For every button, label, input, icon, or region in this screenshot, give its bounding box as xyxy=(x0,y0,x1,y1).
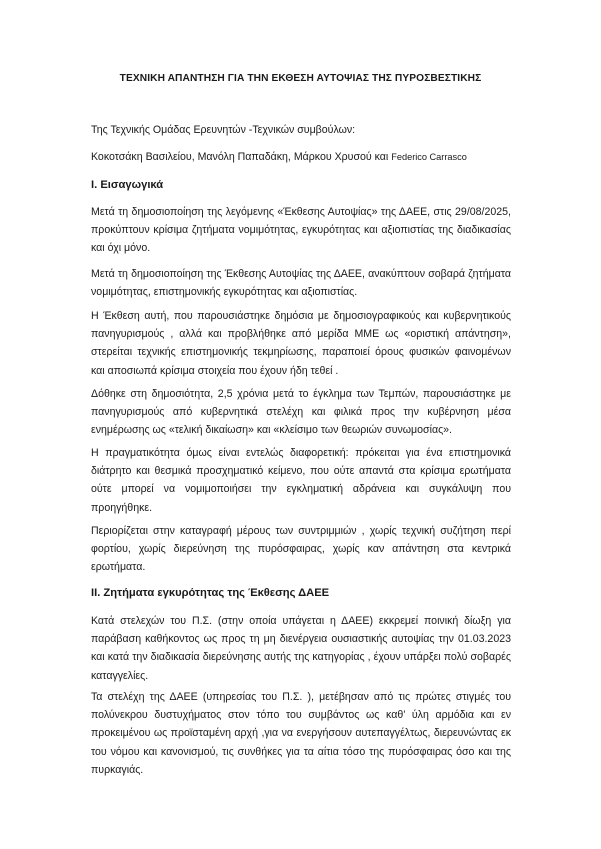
document-title: ΤΕΧΝΙΚΗ ΑΠΑΝΤΗΣΗ ΓΙΑ ΤΗΝ ΕΚΘΕΣΗ ΑΥΤΟΨΙΑΣ ΤΗΣ ΠΥΡΟΣΒΕΣΤΙΚΗΣ xyxy=(119,73,482,84)
authors-intro: Της Τεχνικής Ομάδας Ερευνητών -Τεχνικών συμβούλων: xyxy=(91,124,356,136)
paragraph-4: Δόθηκε στη δημοσιότητα, 2,5 χρόνια μετά το έγκλημα των Τεμπών, παρουσιάστηκε με πανηγυρισμούς από κυβερνητικά στελέχη και φιλικά προς την κυβέρνηση μέσα ενημέρωσης ως «τελική δικαίωση» και «κλείσιμο των θεωριών συνωμοσίας». xyxy=(91,388,511,437)
section-heading-validity: ΙΙ. Ζητήματα εγκυρότητας της Έκθεσης ΔΑΕΕ xyxy=(91,587,330,599)
paragraph-3: Η Έκθεση αυτή, που παρουσιάστηκε δημόσια με δημοσιογραφικούς και κυβερνητικούς πανηγυρισμούς , αλλά και προβλήθηκε από μερίδα ΜΜΕ ως «οριστική απάντηση», στερείται τεχνικής επιστημονικής τεκμηρίωσης, παραποιεί όρους φυσικών φαινομένων και αποσιωπά κρίσιμα στοιχεία που έχουν ήδη τεθεί . xyxy=(91,310,511,377)
paragraph-8: Τα στελέχη της ΔΑΕΕ (υπηρεσίας του Π.Σ. ), μετέβησαν από τις πρώτες στιγμές του πολύνεκρου δυστυχήματος στον τόπο του συμβάντος ως καθ’ ύλη αρμόδια και εν προκειμένου ως προϊσταμένη αρχή ,για να ενεργήσουν αυτεπαγγέλτως, διερευνώντας εκ του νόμου και κανονισμού, τις συνθήκες για τα αίτια τόσο της πυρόσφαιρας όσο και της πυρκαγιάς. xyxy=(91,691,511,776)
paragraph-6: Περιορίζεται στην καταγραφή μέρους των συντριμμιών , χωρίς τεχνική συζήτηση περί φορτίου, χωρίς διερεύνηση της πυρόσφαιρας, χωρίς καν απάντηση στα κεντρικά ερωτήματα. xyxy=(91,525,511,574)
authors-line xyxy=(91,148,467,166)
section-heading-introduction: Ι. Εισαγωγικά xyxy=(91,179,164,191)
paragraph-1: Μετά τη δημοσιοποίηση της λεγόμενης «Έκθεσης Αυτοψίας» της ΔΑΕΕ, στις 29/08/2025, προκύπτουν κρίσιμα ζητήματα νομιμότητας, εγκυρότητας και αξιοπιστίας της διαδικασίας και όχι μόνο. xyxy=(91,206,511,255)
authors-extra: Federico Carrasco xyxy=(391,152,467,162)
paragraph-5: Η πραγματικότητα όμως είναι εντελώς διαφορετική: πρόκειται για ένα επιστημονικά διάτρητο και θεσμικά προσχηματικό κείμενο, που ούτε απαντά στα κρίσιμα ερωτήματα ούτε μπορεί να νομιμοποιήσει την εγκληματική αδράνεια και συγκάλυψη που προηγήθηκε. xyxy=(91,447,511,514)
authors-names: Κοκοτσάκη Βασιλείου, Μανόλη Παπαδάκη, Μάρκου Χρυσού και xyxy=(91,151,389,163)
paragraph-2: Μετά τη δημοσιοποίηση της Έκθεσης Αυτοψίας της ΔΑΕΕ, ανακύπτουν σοβαρά ζητήματα νομιμότητας, επιστημονικής εγκυρότητας και αξιοπιστίας. xyxy=(91,268,511,299)
paragraph-7: Κατά στελεχών του Π.Σ. (στην οποία υπάγεται η ΔΑΕΕ) εκκρεμεί ποινική δίωξη για παράβαση καθήκοντος ως προς τη μη διενέργεια ουσιαστικής αυτοψίας την 01.03.2023 και κατά την διαδικασία διερεύνησης αυτής της κατηγορίας , έχουν υπάρξει πολύ σοβαρές καταγγελίες. xyxy=(91,615,511,682)
